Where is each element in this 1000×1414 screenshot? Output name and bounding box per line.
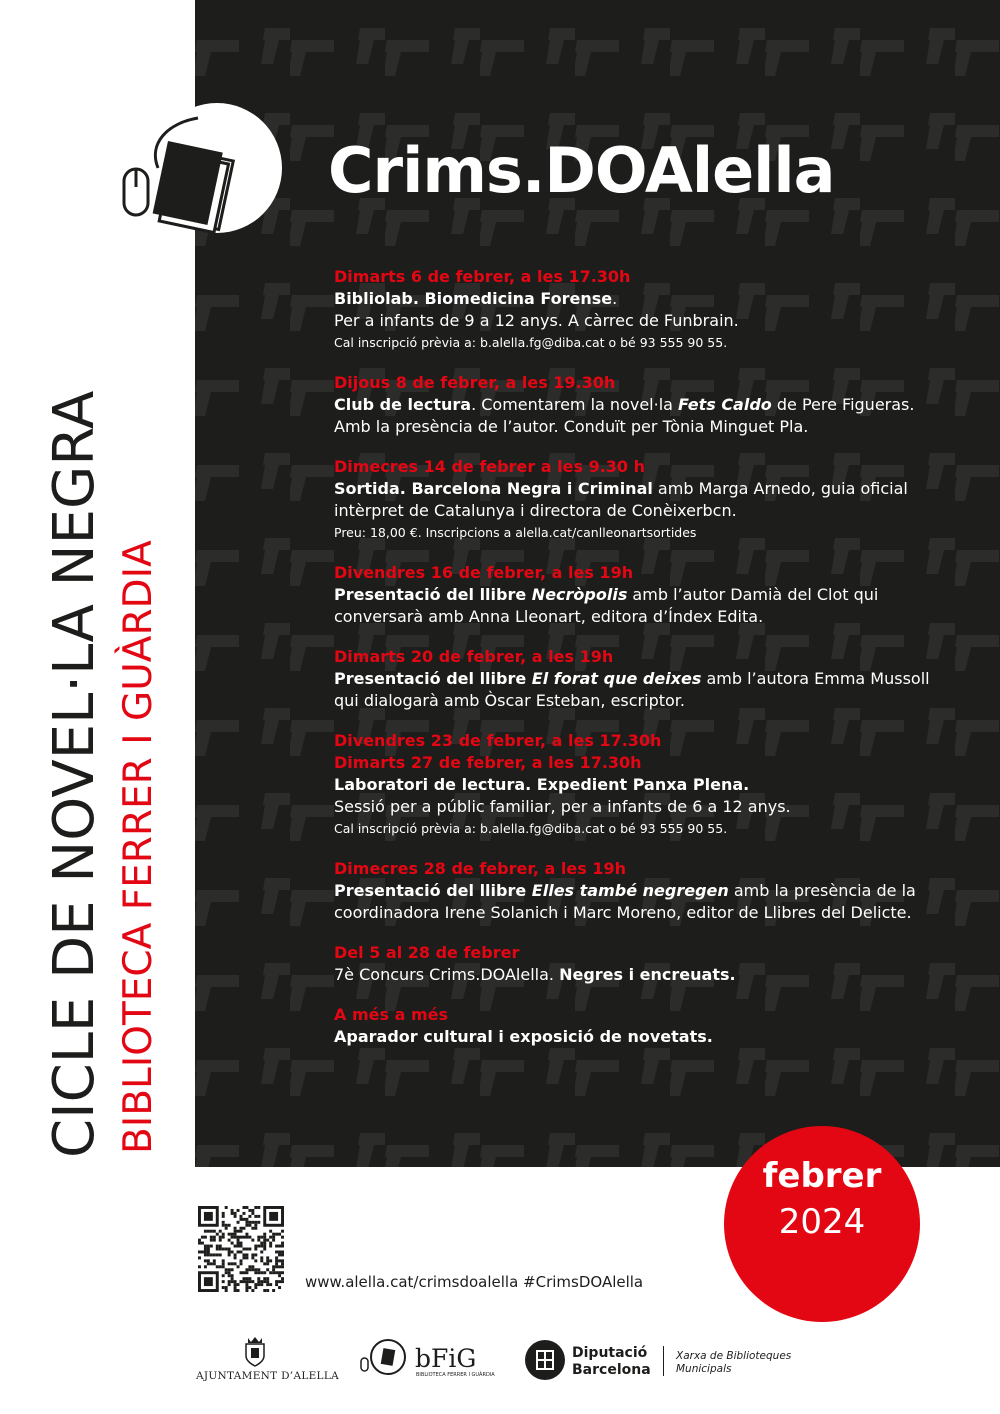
event-date: Dijous 8 de febrer, a les 19.30h <box>334 373 616 392</box>
xarxa-label <box>676 1350 791 1376</box>
event-description <box>334 606 954 628</box>
text-fragment: coordinadora Irene Solanich i Marc Moreno, editor de Llibres del Delicte. <box>334 903 912 922</box>
event-item <box>334 646 954 712</box>
text-fragment: Presentació del llibre <box>334 585 532 604</box>
bfig-logo-icon <box>358 1338 408 1376</box>
text-fragment: Preu: 18,00 €. Inscripcions a alella.cat/canlleonartsortides <box>334 525 697 540</box>
text-fragment: Cal inscripció prèvia a: b.alella.fg@diba.cat o bé 93 555 90 55. <box>334 821 728 836</box>
event-date: Del 5 al 28 de febrer <box>334 943 520 962</box>
ajuntament-crest-icon <box>242 1336 268 1368</box>
text-fragment: amb la presència de la <box>728 881 916 900</box>
text-fragment: amb l’autor Damià del Clot qui <box>627 585 879 604</box>
diputacio-line2: Barcelona <box>572 1362 651 1378</box>
event-date: Dimarts 27 de febrer, a les 17.30h <box>334 753 642 772</box>
event-description <box>334 416 954 438</box>
text-fragment: Necròpolis <box>531 585 628 604</box>
xarxa-line1: Xarxa de Biblioteques <box>676 1350 792 1362</box>
event-item <box>334 562 954 628</box>
event-date: Divendres 16 de febrer, a les 19h <box>334 563 634 582</box>
event-description <box>334 690 954 712</box>
diputacio-label <box>572 1345 651 1379</box>
text-fragment: . Comentarem la novel·la <box>471 395 679 414</box>
text-fragment: Presentació del llibre <box>334 669 532 688</box>
diputacio-line1: Diputació <box>572 1345 648 1361</box>
library-name-vertical: BIBLIOTECA FERRER I GUÀRDIA <box>116 540 161 1154</box>
event-date: Dimecres 14 de febrer a les 9.30 h <box>334 457 646 476</box>
text-fragment: Cal inscripció prèvia a: b.alella.fg@diba.cat o bé 93 555 90 55. <box>334 335 728 350</box>
text-fragment: Sessió per a públic familiar, per a infants de 6 a 12 anys. <box>334 797 791 816</box>
event-description <box>334 500 954 522</box>
bfig-logo-subtitle: BIBLIOTECA FERRER I GUÀRDIA <box>416 1372 495 1378</box>
text-fragment: Negres i encreuats. <box>559 965 736 984</box>
cycle-title-vertical: CICLE DE NOVEL·LA NEGRA <box>42 390 107 1158</box>
event-description <box>334 394 954 416</box>
event-description <box>334 1026 954 1048</box>
event-description <box>334 310 954 332</box>
event-date: Dimarts 6 de febrer, a les 17.30h <box>334 267 631 286</box>
text-fragment: 7è Concurs Crims.DOAlella. <box>334 965 560 984</box>
event-item <box>334 1004 954 1048</box>
footer-divider <box>663 1346 664 1376</box>
date-badge <box>724 1126 920 1322</box>
ajuntament-label: AJUNTAMENT D’ALELLA <box>196 1370 339 1382</box>
event-date: Dimarts 20 de febrer, a les 19h <box>334 647 614 666</box>
event-date: A més a més <box>334 1005 448 1024</box>
text-fragment: . <box>612 289 618 308</box>
website-url[interactable]: www.alella.cat/crimsdoalella #CrimsDOAlella <box>305 1273 644 1291</box>
event-description <box>334 902 954 924</box>
event-description <box>334 774 954 796</box>
text-fragment: amb Marga Arnedo, guia oficial <box>652 479 908 498</box>
event-item <box>334 730 954 840</box>
text-fragment: de Pere Figueras. <box>771 395 915 414</box>
text-fragment: Sortida. Barcelona Negra i Criminal <box>334 479 653 498</box>
page-title: Crims.DOAlella <box>328 134 835 207</box>
text-fragment: Club de lectura <box>334 395 472 414</box>
event-description <box>334 796 954 818</box>
diputacio-crest-icon <box>525 1340 565 1380</box>
qr-code[interactable] <box>198 1206 284 1292</box>
text-fragment: qui dialogarà amb Òscar Esteban, escriptor. <box>334 691 685 710</box>
event-item <box>334 266 954 354</box>
event-note <box>334 522 954 544</box>
text-fragment: Aparador cultural i exposició de novetats. <box>334 1027 713 1046</box>
bfig-logo-text: bFiG <box>415 1344 477 1373</box>
xarxa-line2: Municipals <box>676 1363 732 1375</box>
event-description <box>334 288 954 310</box>
event-item <box>334 858 954 924</box>
event-description <box>334 584 954 606</box>
event-date: Divendres 23 de febrer, a les 17.30h <box>334 731 662 750</box>
text-fragment: amb l’autora Emma Mussoll <box>701 669 930 688</box>
badge-month: febrer <box>762 1156 882 1196</box>
book-mouse-icon <box>118 103 288 235</box>
badge-year: 2024 <box>778 1202 866 1242</box>
text-fragment: Amb la presència de l’autor. Conduït per Tònia Minguet Pla. <box>334 417 809 436</box>
text-fragment: Bibliolab. Biomedicina Forense <box>334 289 613 308</box>
text-fragment: conversarà amb Anna Lleonart, editora d’Índex Edita. <box>334 607 764 626</box>
event-description <box>334 964 954 986</box>
event-description <box>334 478 954 500</box>
text-fragment: El forat que deixes <box>531 669 702 688</box>
text-fragment: Fets Caldo <box>678 395 772 414</box>
event-note <box>334 332 954 354</box>
event-description <box>334 880 954 902</box>
text-fragment: intèrpret de Catalunya i directora de Conèixerbcn. <box>334 501 737 520</box>
text-fragment: Presentació del llibre <box>334 881 532 900</box>
event-item <box>334 456 954 544</box>
text-fragment: Per a infants de 9 a 12 anys. A càrrec de Funbrain. <box>334 311 739 330</box>
event-item <box>334 372 954 438</box>
event-item <box>334 942 954 986</box>
text-fragment: Elles també negregen <box>531 881 729 900</box>
event-description <box>334 668 954 690</box>
event-date: Dimecres 28 de febrer, a les 19h <box>334 859 626 878</box>
text-fragment: Laboratori de lectura. Expedient Panxa Plena. <box>334 775 750 794</box>
events-list <box>334 266 954 1066</box>
event-note <box>334 818 954 840</box>
